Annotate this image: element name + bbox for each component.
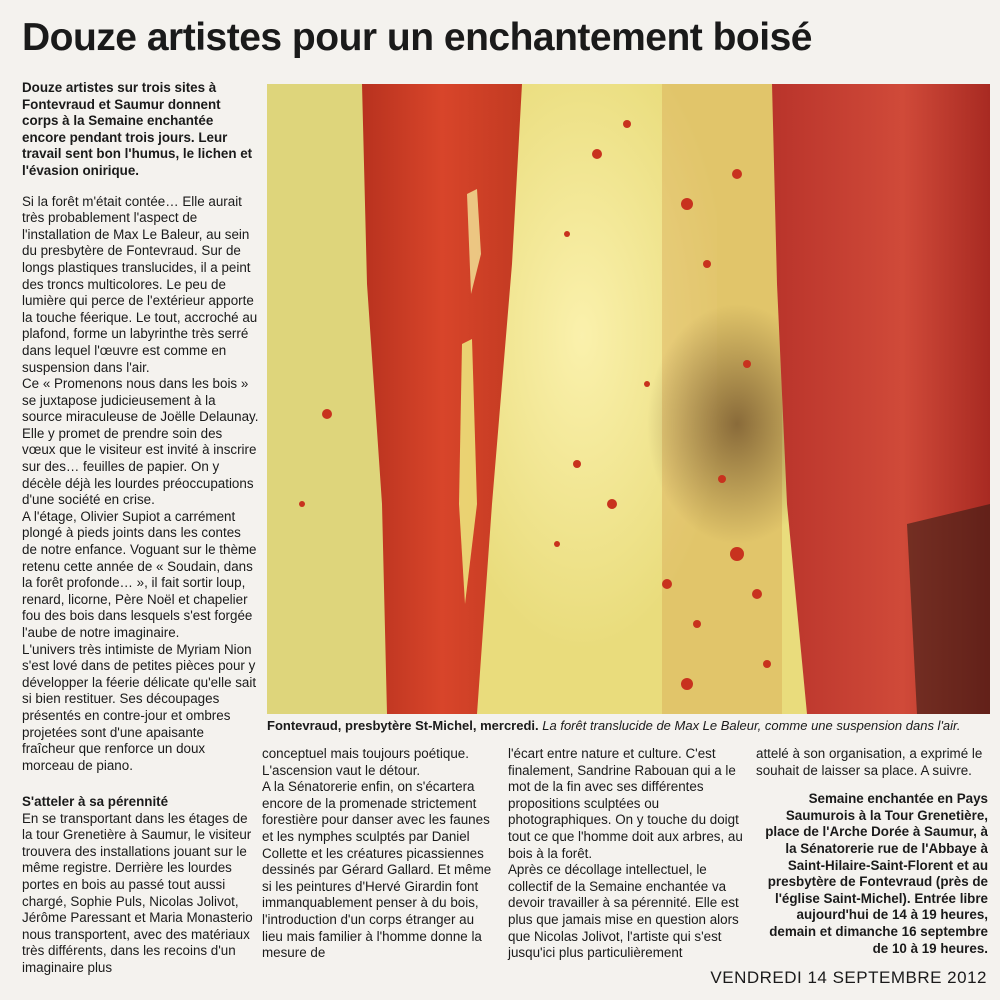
column-2 (262, 746, 498, 962)
caption-description: La forêt translucide de Max Le Baleur, comme une suspension dans l'air. (542, 718, 961, 733)
publication-date: VENDREDI 14 SEPTEMBRE 2012 (710, 968, 987, 987)
column-3 (508, 746, 744, 962)
article-photo (267, 84, 990, 714)
article-title: Douze artistes pour un enchantement boisé (22, 16, 812, 59)
paragraph: Si la forêt m'était contée… Elle aurait très probablement l'aspect de l'installation de Max Le Baleur, au sein du presbytère de Fontevraud. Sur de longs plastiques translucides, il a peint des troncs multicolores. Le peu de lumière qui perce de l'extérieur apporte la touche féerique. Le tout, accroché au plafond, forme un labyrinthe très serré dans lequel l'œuvre est comme en suspension dans l'air. (22, 193, 258, 375)
paragraph: En se transportant dans les étages de la tour Grenetière à Saumur, le visiteur trouvera des installations jouant sur le même registre. Derrière les lourdes portes en bois au passé tout aussi chargé, Sophie Puls, Nicolas Jolivot, Jérôme Paressant et Maria Monasterio nous transportent, avec des matériaux très différents, dans les recoins d'un imaginaire plus (22, 810, 253, 975)
paragraph: conceptuel mais toujours poétique. L'ascension vaut le détour. (262, 746, 469, 778)
column-4 (756, 746, 988, 957)
section-subhead: S'atteler à sa pérennité (22, 794, 169, 809)
column-1-bottom (22, 780, 259, 977)
paragraph: L'univers très intimiste de Myriam Nion s'est lové dans de petites pièces pour y développer la féerie délicate qu'elle sait si bien restituer. Ses découpages présentés en contre-jour et ombres projetées sont d'une apaisante fraîcheur que renforce un doux morceau de piano. (22, 641, 257, 773)
caption-place: Fontevraud, presbytère St-Michel, mercredi. (267, 718, 539, 733)
event-info-box: Semaine enchantée en Pays Saumurois à la Tour Grenetière, place de l'Arche Dorée à Saumur, à la Sénatorerie rue de l'Abbaye à Saint-Hilaire-Saint-Florent et au presbytère de Fontevraud (près de l'église Saint-Michel). Entrée libre aujourd'hui de 14 à 19 heures, demain et dimanche 16 septembre de 10 à 19 heures. (765, 791, 988, 956)
paragraph: A la Sénatorerie enfin, on s'écartera encore de la promenade strictement forestière pour danser avec les faunes et les nymphes sculptés par Daniel Collette et les créatures picassiennes dessinés par Gérard Gallard. Et même si les peintures d'Hervé Girardin font immanquablement penser à du bois, l'introduction d'un corps étranger au lieu mais familier à l'homme donne la mesure de (262, 779, 492, 961)
column-1 (22, 80, 259, 774)
paragraph: A l'étage, Olivier Supiot a carrément plongé à pieds joints dans les contes de notre enfance. Voguant sur le thème retenu cette année de « Soudain, dans la forêt profonde… », il fait sortir loup, renard, licorne, Père Noël et chapelier fou des bois dans lesquels s'est forgée l'aube de notre imaginaire. (22, 508, 257, 640)
paragraph: attelé à son organisation, a exprimé le souhait de laisser sa place. A suivre. (756, 746, 983, 778)
forest-installation-image (267, 84, 990, 714)
paragraph: l'écart entre nature et culture. C'est finalement, Sandrine Rabouan qui a le mot de la fin avec ses différentes propositions sculptées ou photographiques. On y touche du doigt tout ce que l'homme doit aux arbres, au bois à la forêt. (508, 746, 743, 861)
photo-caption (267, 718, 990, 734)
paragraph: Ce « Promenons nous dans les bois » se juxtapose judicieusement à la source miraculeuse de Joëlle Delaunay. Elle y promet de prendre soin des vœux que le visiteur est invité à inscrire sur des… feuilles de papier. On y décèle déjà les lourdes préoccupations d'une société en crise. (22, 376, 259, 508)
article-lead: Douze artistes sur trois sites à Fontevraud et Saumur donnent corps à la Semaine enchantée encore pendant trois jours. Leur travail sent bon l'humus, le lichen et l'évasion onirique. (22, 80, 253, 178)
paragraph: Après ce décollage intellectuel, le collectif de la Semaine enchantée va devoir travailler à sa pérennité. Elle est plus que jamais mise en question alors que Nicolas Jolivot, l'artiste qui s'est jusqu'ici plus particulièrement (508, 862, 739, 961)
